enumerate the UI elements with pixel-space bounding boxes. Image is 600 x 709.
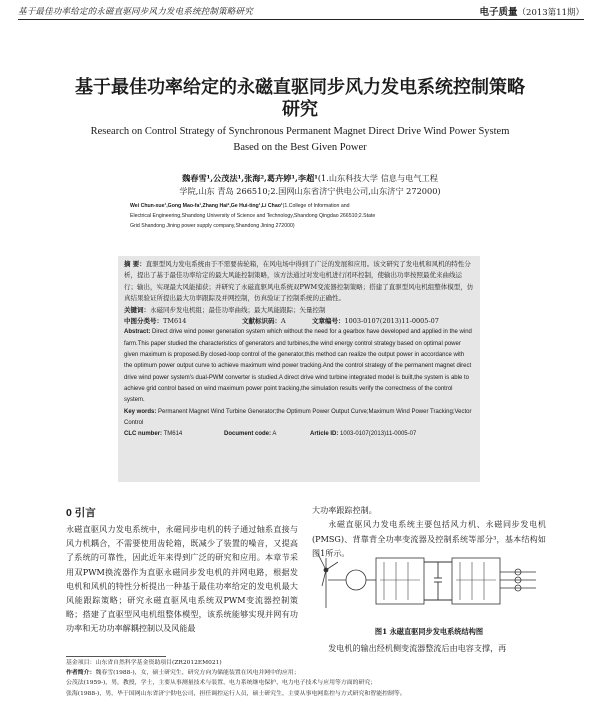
machine-side-converter: [376, 558, 424, 604]
dc-link-capacitor: [424, 562, 452, 600]
footnote-bio-3: 张海(1988-)，男，毕于国网山东省济宁供电公司，担任调控运行人员，硕士研究生，主要从事电网监控与方式研究和智能控制等。: [66, 690, 406, 697]
abstract-cn-text: 直驱型风力发电系统由于不需要齿轮箱，在风电场中得到了广泛的发展和应用。该文研究了发电机和风机的特性分析，提出了基于最佳功率给定的最大风能控制策略，该方法通过对发电机进行闭环控制，使输出功率按照最优来曲线运行；输出，实现最大风能捕获；并研究了永磁直驱风电系统双PWM变流器控制策略；搭建了直驱型风电机组整体模型，仿真结果验证所提出最大功率跟踪及并网控制，仿真验证了控制系统的正确性。: [124, 260, 474, 303]
affiliation-en-3: Grid Shandong Jining power supply company,Shandong Jining 272000): [130, 223, 295, 229]
clc-en-label: CLC number:: [124, 431, 162, 438]
meta-cn: [124, 316, 474, 327]
authors-cn: [110, 172, 510, 198]
keywords-cn-text: 永磁同步发电机组；最佳功率曲线；最大风能跟踪；矢量控制: [150, 305, 326, 314]
footnotes: [66, 658, 546, 699]
header-journal: [480, 4, 584, 18]
keywords-en-text: Permanent Magnet Wind Turbine Generator;the Optimum Power Output Curve;Maximum Wind Power Tracking;Vector Control: [124, 408, 472, 426]
keywords-cn: [124, 305, 474, 316]
authors-en: [130, 201, 460, 231]
header-paper-title: 基于最佳功率给定的永磁直驱同步风力发电系统控制策略研究: [18, 7, 253, 17]
keywords-en: [124, 407, 474, 430]
abstract-cn: [124, 259, 474, 305]
code-en: A: [272, 431, 277, 438]
intro-paragraph-2: 永磁直驱风力发电系统主要包括风力机、永磁同步发电机(PMSG)、背靠背全功率变流器及控制系统等部分³，基本结构如图1所示。: [312, 519, 546, 559]
footnote-bio-1: 魏春雪(1988-)，女，硕士研究生，研究方向为储能装置在风电并网中的应用；: [95, 670, 300, 677]
keywords-en-label: Key words:: [124, 408, 157, 415]
keywords-cn-label: 关键词：: [124, 305, 150, 314]
code-en-label: Document code:: [224, 431, 272, 438]
figure-caption: 图1 永磁直驱同步发电系统结构图: [374, 627, 484, 636]
author-names-cn: 魏春雪¹,公茂法¹,张海²,葛卉婷¹,李超¹: [182, 173, 318, 183]
abstract-en: [124, 327, 474, 406]
intro-paragraph-3: 发电机的输出经机侧变流器整流后由电容支撑，再: [328, 643, 507, 653]
affiliation-cn-2: 学院,山东 青岛 266510;2.国网山东省济宁供电公司,山东济宁 272000): [179, 186, 441, 196]
footnote-bio-label: 作者简介：: [66, 669, 96, 677]
section-heading-intro: 0 引言: [66, 507, 96, 519]
abstract-en-text: Direct drive wind power generation system which without the need for a gearbox have developed and applied in the wind farm.This paper studied the characteristics of generators and turbines,the wind energy control strategy based on optimal power given maximum is proposed.By closed-loop control of the generator,this method can realize the output power in accordance with the optimum power output curve to achieve maximum wind power tracking.And the control strategy of the permanent magnet direct drive wind power system's dual-PWM converter is studied.A direct drive wind turbine integrated model is built,the system is able to achieve grid control based on wind maximum power point tracking,the simulation results verify the correctness of the control system.: [124, 329, 472, 404]
header-journal-name: 电子质量: [479, 7, 518, 18]
affiliation-cn-1: (1.山东科技大学 信息与电气工程: [317, 173, 438, 183]
paper-title-cn: [30, 77, 570, 121]
clc-cn-label: 中图分类号：: [124, 317, 163, 326]
abstract-cn-label: 摘 要：: [124, 260, 146, 268]
title-cn-line2: 研究: [282, 99, 318, 120]
affiliation-en-1: (1.College of Information and: [282, 203, 350, 209]
abstract-box: [118, 256, 480, 482]
code-cn: A: [281, 317, 286, 326]
intro-continuation: 大功率跟踪控制。: [312, 505, 377, 515]
footnote-bio-2: 公茂法(1959-)，男，教授，学士，主要从事测量技术与装置、电力系统继电保护、电力电子技术与应用等方面的研究；: [66, 680, 377, 687]
system-structure-figure: [312, 548, 546, 618]
footnote-divider: [66, 656, 166, 657]
affiliation-en-2: Electrical Engineering,Shandong University of Science and Technology,Shandong Qingdao 266510;2.State: [130, 213, 376, 219]
footnote-fund: 基金项目：山东省自然科学基金资助项目(ZR2012EM021): [66, 660, 222, 666]
article-en: 1003-0107(2013)11-0005-07: [340, 431, 417, 438]
article-cn-label: 文章编号：: [312, 317, 345, 326]
generator-symbol: [346, 570, 366, 590]
title-cn-line1: 基于最佳功率给定的永磁直驱同步风力发电系统控制策略: [75, 77, 525, 98]
clc-en: TM614: [163, 431, 183, 438]
article-en-label: Article ID:: [310, 431, 339, 438]
clc-cn: TM614: [163, 317, 187, 326]
header-issue: （2013第11期）: [517, 8, 584, 18]
grid-side-converter: [452, 558, 500, 604]
wind-turbine-icon: [318, 554, 338, 608]
meta-en: [124, 429, 474, 440]
article-cn: 1003-0107(2013)11-0005-07: [344, 317, 439, 326]
intro-paragraph-1: 永磁直驱风力发电系统中，永磁同步电机的转子通过轴系直接与风力机耦合，不需要使用齿轮箱，既减少了装置的噪音，又提高了系统的可靠性，因此近年来得到广泛的研究和应用。本章节采用双PWM换流器作为直驱永磁同步发电机的并网电路，根据发电机和风机的特性分析提出一种基于最佳功率给定的发电机最大风能跟踪策略；研究永磁直驱风电系统双PWM变流器控制策略；搭建了直驱型风电机组整体模型，该系统能够实现并网有功功率和无功功率解耦控制以及风能最: [66, 524, 298, 634]
paper-title-en: [30, 124, 570, 156]
running-header: [18, 4, 584, 20]
title-en-line1: Research on Control Strategy of Synchronous Permanent Magnet Direct Drive Wind Power System: [90, 126, 510, 137]
grid-connection: [500, 569, 536, 591]
author-names-en: Wei Chun-xue¹,Gong Mao-fa¹,Zhang Hai²,Ge Hui-ting¹,Li Chao¹: [130, 203, 283, 209]
abstract-en-label: Abstract:: [124, 329, 151, 336]
title-en-line2: Based on the Best Given Power: [233, 142, 367, 153]
code-cn-label: 文献标识码：: [242, 317, 281, 326]
